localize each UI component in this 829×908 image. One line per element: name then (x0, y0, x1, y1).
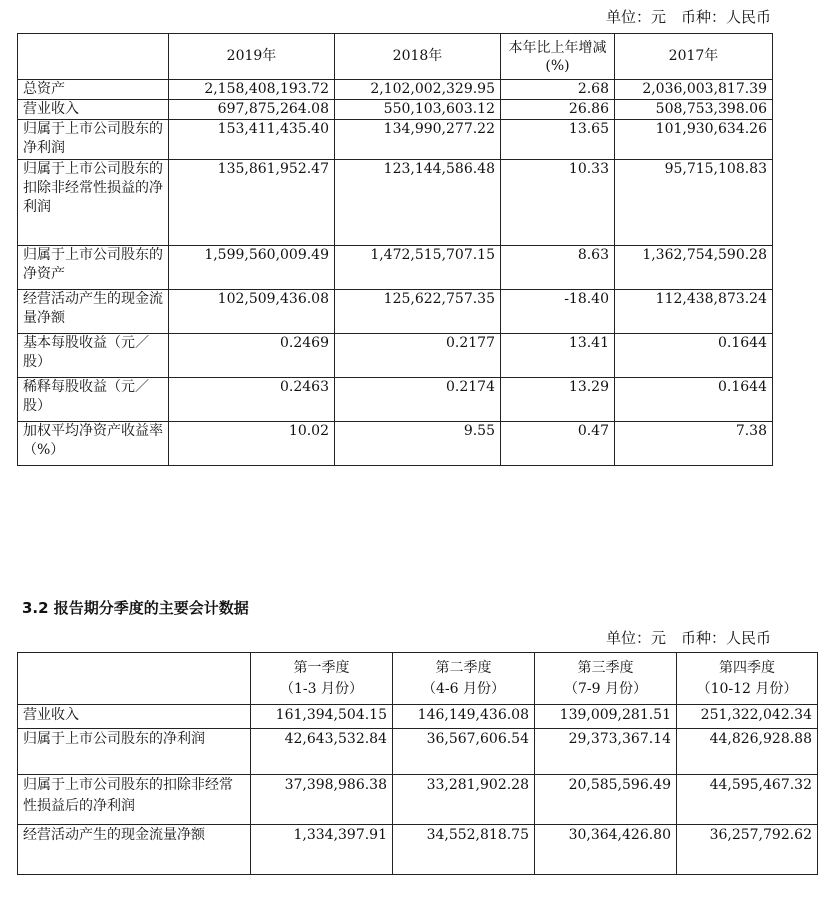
value-q4: 44,595,467.32 (677, 775, 818, 825)
row-label: 加权平均净资产收益率（%） (18, 422, 169, 466)
row-label: 总资产 (18, 80, 169, 100)
value-2018: 1,472,515,707.15 (335, 246, 501, 290)
table-row (18, 120, 773, 160)
value-q2: 146,149,436.08 (393, 705, 535, 729)
value-q4: 251,322,042.34 (677, 705, 818, 729)
value-q1: 37,398,986.38 (251, 775, 393, 825)
value-q3: 139,009,281.51 (535, 705, 677, 729)
value-2017: 0.1644 (615, 378, 773, 422)
value-2019: 153,411,435.40 (169, 120, 335, 160)
value-2019: 0.2463 (169, 378, 335, 422)
value-2019: 10.02 (169, 422, 335, 466)
table-row (18, 246, 773, 290)
table-row (18, 775, 818, 825)
value-q2: 36,567,606.54 (393, 729, 535, 775)
value-q2: 33,281,902.28 (393, 775, 535, 825)
table1-unit-note: 单位：元 币种：人民币 (605, 8, 771, 26)
value-2017: 112,438,873.24 (615, 290, 773, 334)
value-change: 10.33 (501, 160, 615, 246)
row-label: 经营活动产生的现金流量净额 (18, 825, 251, 875)
value-q3: 30,364,426.80 (535, 825, 677, 875)
value-2018: 134,990,277.22 (335, 120, 501, 160)
value-2018: 2,102,002,329.95 (335, 80, 501, 100)
table-row (18, 290, 773, 334)
value-q3: 20,585,596.49 (535, 775, 677, 825)
value-2017: 1,362,754,590.28 (615, 246, 773, 290)
value-2019: 135,861,952.47 (169, 160, 335, 246)
row-label: 归属于上市公司股东的净利润 (18, 729, 251, 775)
header-q3: 第三季度 （7-9 月份） (535, 653, 677, 705)
value-q4: 36,257,792.62 (677, 825, 818, 875)
value-q3: 29,373,367.14 (535, 729, 677, 775)
value-change: 26.86 (501, 100, 615, 120)
value-2019: 0.2469 (169, 334, 335, 378)
value-2017: 7.38 (615, 422, 773, 466)
value-2019: 697,875,264.08 (169, 100, 335, 120)
header-q4: 第四季度 （10-12 月份） (677, 653, 818, 705)
row-label: 归属于上市公司股东的净利润 (18, 120, 169, 160)
value-q1: 161,394,504.15 (251, 705, 393, 729)
value-change: -18.40 (501, 290, 615, 334)
quarterly-data-table (17, 652, 818, 875)
header-2019: 2019年 (169, 34, 335, 80)
header-2018: 2018年 (335, 34, 501, 80)
header-blank (18, 653, 251, 705)
header-q2: 第二季度 （4-6 月份） (393, 653, 535, 705)
value-2018: 0.2174 (335, 378, 501, 422)
value-change: 13.41 (501, 334, 615, 378)
value-2019: 102,509,436.08 (169, 290, 335, 334)
value-q2: 34,552,818.75 (393, 825, 535, 875)
row-label: 营业收入 (18, 705, 251, 729)
value-q1: 1,334,397.91 (251, 825, 393, 875)
table-row (18, 80, 773, 100)
row-label: 归属于上市公司股东的扣除非经常性损益后的净利润 (18, 775, 251, 825)
value-2017: 101,930,634.26 (615, 120, 773, 160)
value-2018: 123,144,586.48 (335, 160, 501, 246)
value-change: 8.63 (501, 246, 615, 290)
value-2018: 550,103,603.12 (335, 100, 501, 120)
table-row (18, 160, 773, 246)
value-change: 13.29 (501, 378, 615, 422)
value-change: 2.68 (501, 80, 615, 100)
value-q4: 44,826,928.88 (677, 729, 818, 775)
value-2019: 1,599,560,009.49 (169, 246, 335, 290)
header-2017: 2017年 (615, 34, 773, 80)
section-title: 3.2 报告期分季度的主要会计数据 (22, 599, 249, 617)
table-row (18, 378, 773, 422)
header-change: 本年比上年增减(%) (501, 34, 615, 80)
value-q1: 42,643,532.84 (251, 729, 393, 775)
annual-key-data-table (17, 33, 773, 466)
header-q1: 第一季度 （1-3 月份） (251, 653, 393, 705)
value-2018: 125,622,757.35 (335, 290, 501, 334)
row-label: 稀释每股收益（元／股） (18, 378, 169, 422)
table-row (18, 422, 773, 466)
table2-unit-note: 单位：元 币种：人民币 (605, 629, 771, 647)
value-2019: 2,158,408,193.72 (169, 80, 335, 100)
row-label: 经营活动产生的现金流量净额 (18, 290, 169, 334)
table-row (18, 729, 818, 775)
row-label: 营业收入 (18, 100, 169, 120)
table-row (18, 334, 773, 378)
value-2017: 2,036,003,817.39 (615, 80, 773, 100)
value-2018: 0.2177 (335, 334, 501, 378)
header-blank (18, 34, 169, 80)
row-label: 归属于上市公司股东的净资产 (18, 246, 169, 290)
value-2017: 0.1644 (615, 334, 773, 378)
table-row (18, 825, 818, 875)
table-row (18, 100, 773, 120)
value-2017: 508,753,398.06 (615, 100, 773, 120)
row-label: 基本每股收益（元／股） (18, 334, 169, 378)
table-row (18, 705, 818, 729)
value-change: 13.65 (501, 120, 615, 160)
row-label: 归属于上市公司股东的扣除非经常性损益的净利润 (18, 160, 169, 246)
value-2017: 95,715,108.83 (615, 160, 773, 246)
value-change: 0.47 (501, 422, 615, 466)
value-2018: 9.55 (335, 422, 501, 466)
